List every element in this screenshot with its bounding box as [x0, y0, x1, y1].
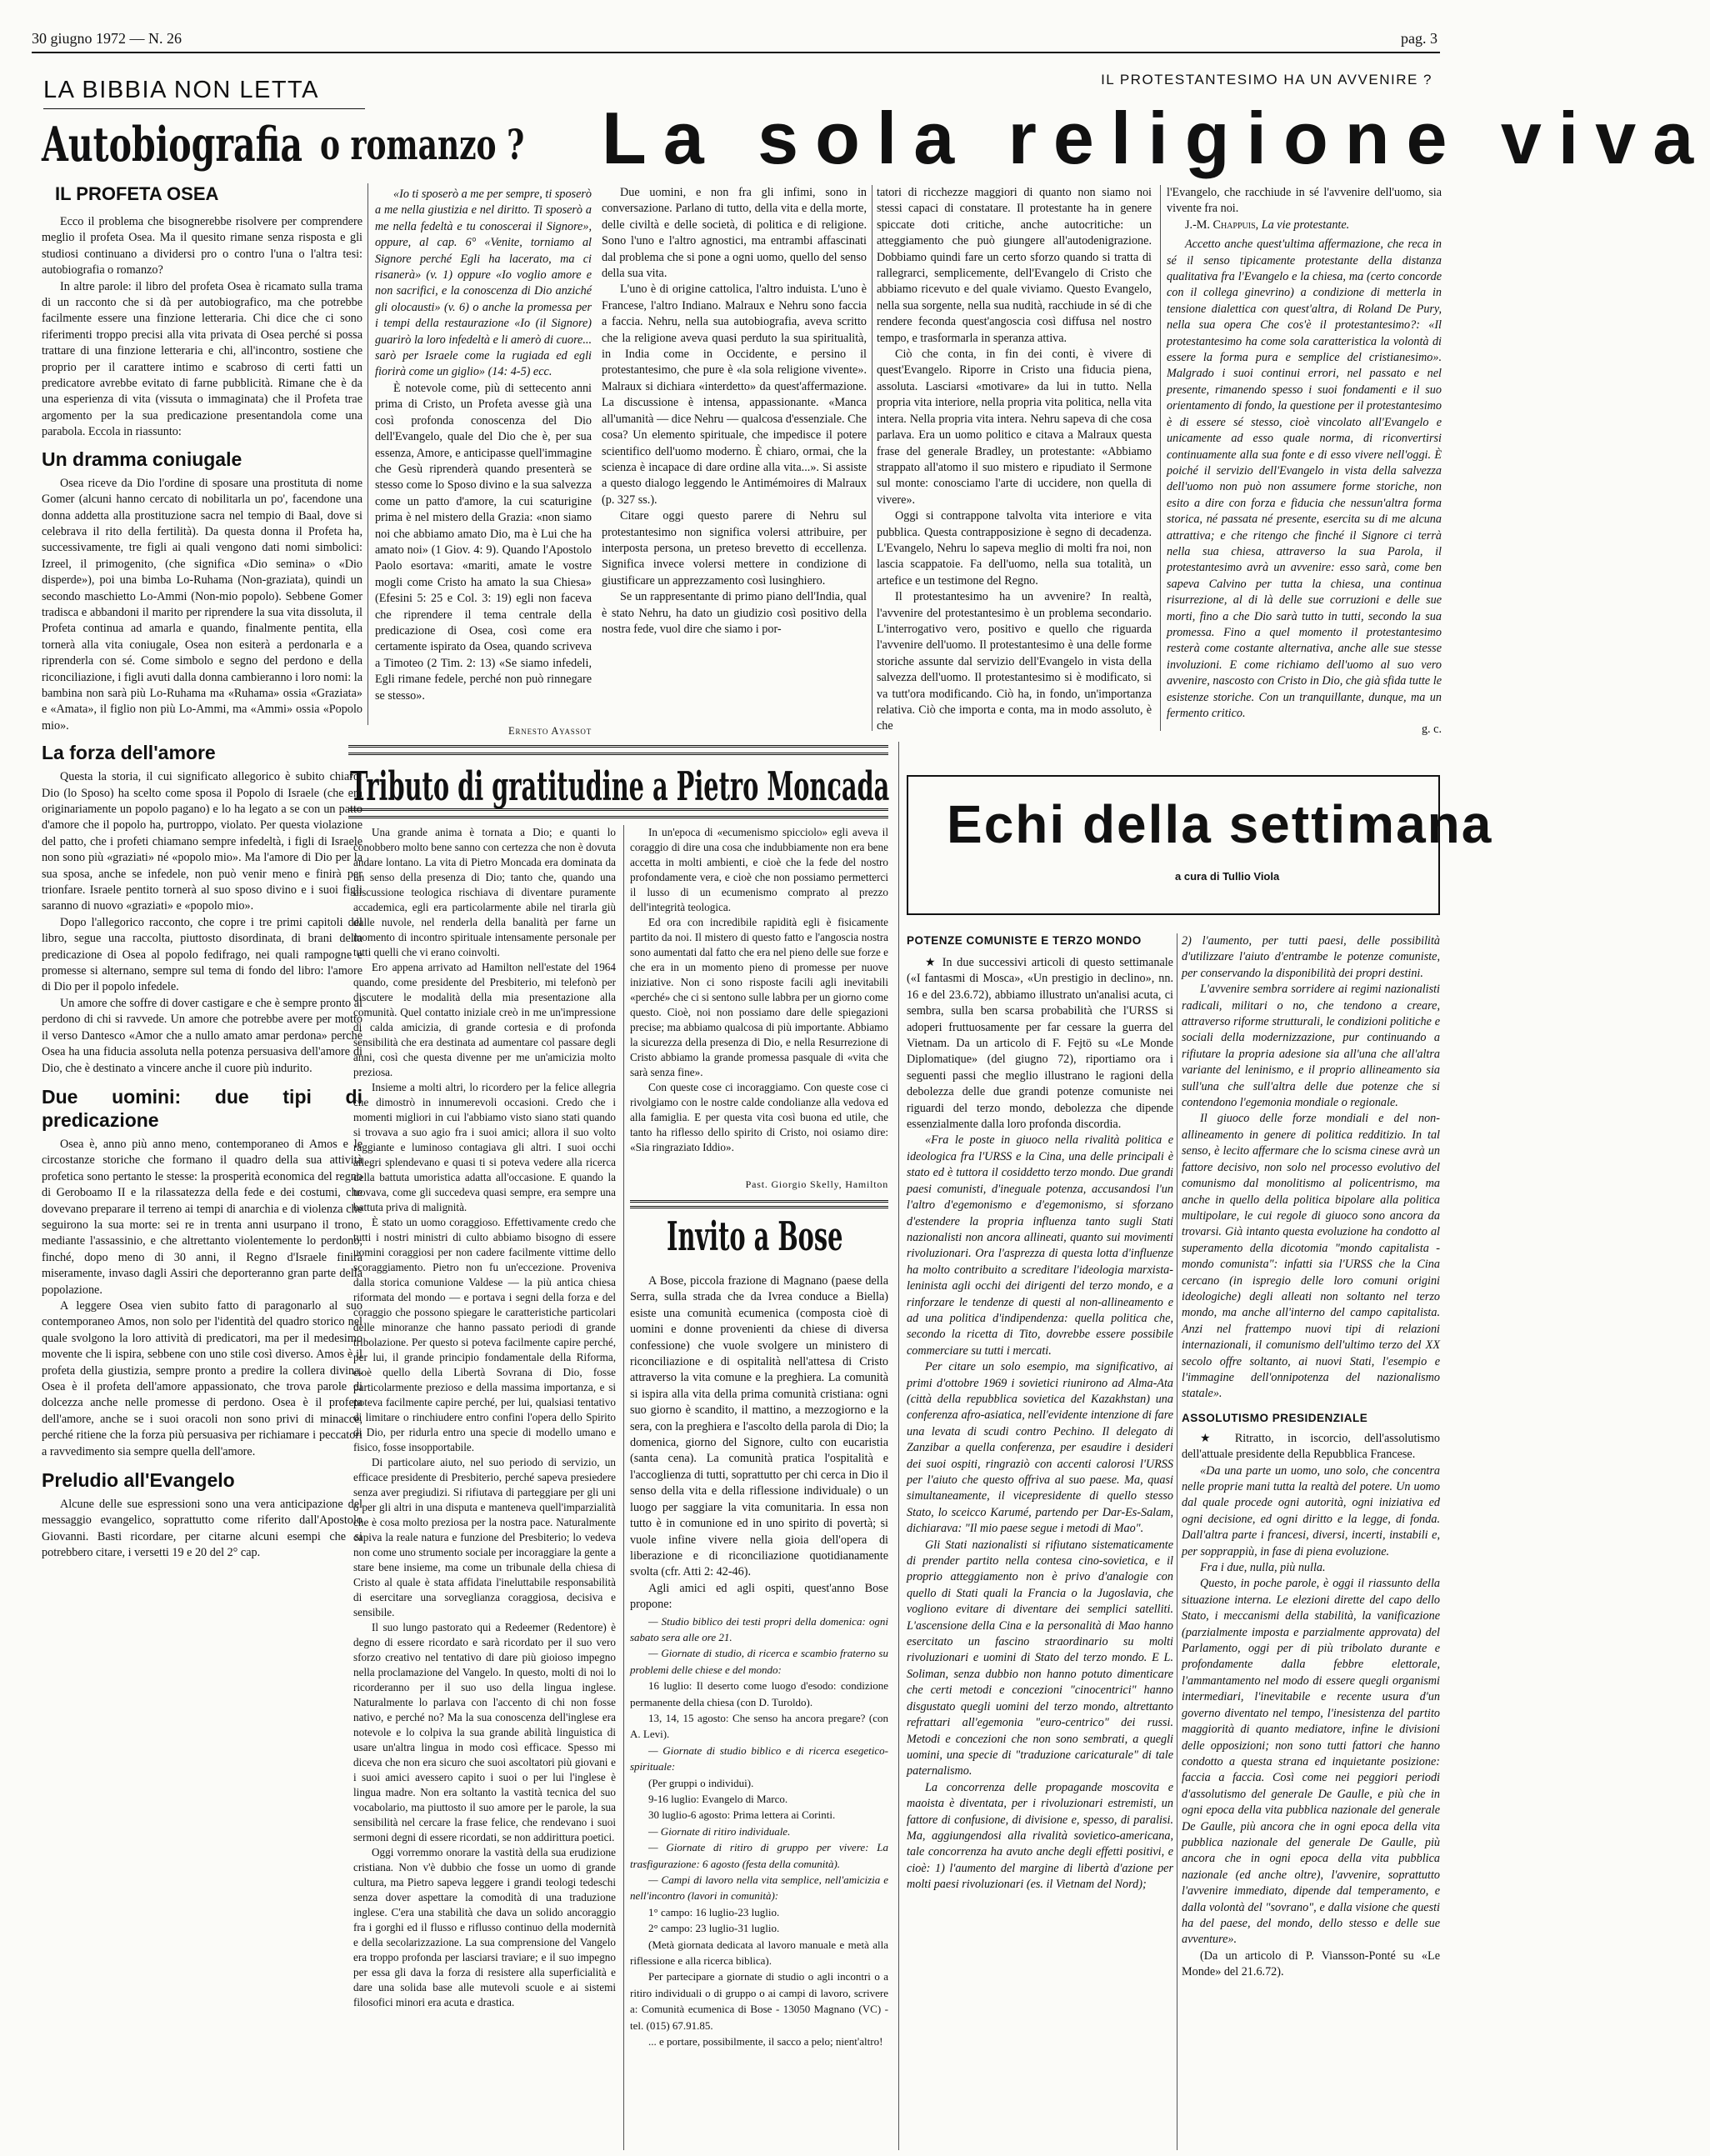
echi-paragraph: L'avvenire sembra sorridere ai regimi nazionalisti radicali, militari o no, che tendono a creare, attraverso riforme strutturali, le condizioni politiche e sociali della modernizzazione, pur continuando a rifiutare la propria adesione sia all'una che all'altra variante del leninismo, e il proprio allineamento sia sull'una che sull'altra delle due potenze che si contendono l'egemonia mondiale o regionale. — [1182, 983, 1440, 1110]
moncada-column-2 — [630, 825, 888, 1175]
echi-column-2 — [1182, 933, 1440, 2150]
religione-paragraph: Se un rappresentante di primo piano dell'India, qual è stato Nehru, ha dato un giudizio così positivo della nostra fede, vuol dire che siamo i por- — [602, 590, 867, 636]
bose-item: — Studio biblico dei testi propri della domenica: ogni sabato sera alle ore 21. — [630, 1614, 888, 1643]
religione-column-3 — [1167, 185, 1442, 735]
religione-source-name: J.-M. Chappuis, — [1185, 218, 1259, 232]
osea-paragraph: «Io ti sposerò a me per sempre, ti sposerò a me nella giustizia e nel diritto. Ti sposerò a me nella fedeltà e tu conoscerai il Signore», oppure, al cap. 6° «Venite, torniamo al Signore perché Egli ha lacerato, ma ci risanerà» (v. 1) oppure «Io voglio amore e non sacrifici, e la conoscenza di Dio anziché gli olocausti» (v. 6) o anche la promessa per i tempi della restaurazione «Io (il Signore) guarirò la loro infedeltà e li amerò di cuore... sarò per Israele come la rugiada ed egli fiorirà come un giglio» (14: 4-5) ecc. — [375, 188, 592, 379]
moncada-paragraph: È stato un uomo coraggioso. Effettivamente credo che tutti i nostri ministri di culto abbiamo bisogno di essere uomini coraggiosi per non cadere facilmente vittime dello scoraggiamento. Pietro non fu un'eccezione. Proveniva dalla storica comunione Valdese — la più antica chiesa riformata del mondo — e portava i segni della forza e del coraggio che possono spiegare le caratteristiche particolari delle minoranze che hanno passato periodi di grande tribolazione. Per questo si poteva facilmente capire perché, per lui, il grande principio fondamentale della Riforma, cioè quello della Libertà Sovrana di Dio, fosse particolarmente prezioso e della massima importanza, e si poteva facilmente capire perché, per lui, qualsiasi tentativo di limitare o rinchiudere entro confini l'opera dello Spirito di Dio, per ridurla entro una specie di modello umano e fisico, fosse insopportabile. — [353, 1216, 616, 1453]
bose-item: 13, 14, 15 agosto: Che senso ha ancora pregare? (con A. Levi). — [630, 1711, 888, 1741]
moncada-paragraph: Il suo lungo pastorato qui a Redeemer (Redentore) è degno di essere ricordato e sarà ricordato per il suo vero sforzo creativo nel tentativo di dare più gioioso impegno nella proclamazione del Vangelo. In questo, molti di noi lo ricorderanno per il suo uso della lingua inglese. Naturalmente lo parlava con l'accento di chi non fosse nativo, e perché no? Ma la sua conoscenza dell'inglese era notevole e lo colpiva la sua grande abilità linguistica di usare un'altra lingua in modo così efficace. Spesso mi diceva che non era sicuro che suoi ascoltatori più giovani e i suoi amici avessero capito i suoi o per lui l'inglese è lingua madre. Non era soltanto la vastità tecnica del suo vocabolario, ma piuttosto il suo amore per le parole, la sua sensibilità nel cercare la frase felice, che rendevano i suoi sermoni degni di essere ricordati, se non addirittura poetici. — [353, 1621, 616, 1843]
moncada-column-1 — [353, 825, 616, 2150]
osea-paragraph: Osea è, anno più anno meno, contemporaneo di Amos e le circostanze storiche che formano il quadro della sua attività profetica sono pertanto le stesse: la prosperità economica del regno di Geroboamo II e la rilassatezza della fede e dei costumi, che dovevano preparare il terreno ai tempi di anarchia e di violenza che seguirono la sua morte: sei re in trenta anni usurpano il trono, mediante l'assassinio, e che altrettanto violentemente lo perdono, finché, dopo meno di 30 anni, il Regno d'Israele finirà miseramente, invaso dagli Assiri che deporteranno gran parte della popolazione. — [42, 1137, 362, 1297]
moncada-paragraph: Oggi vorremmo onorare la vastità della sua erudizione cristiana. Non v'è dubbio che fosse un uomo di grande cultura, ma Pietro sapeva leggere i grandi teologi tedeschi senza dover aspettare la comodità di una traduzione inglese. C'era una stabilità che dava un solido ancoraggio fra i gorghi ed il flusso e riflusso continuo della modernità e della secolarizzazione. La sua comprensione del Vangelo era troppo profonda per lasciarsi traviare; e il suo impegno per essa gli dava la forza di resistere alla superficialità e dare una solida base alle mutevoli scuole e ai sistemi filosofici minori era acuta e drastica. — [353, 1846, 616, 2008]
page-number: pag. 3 — [1401, 30, 1438, 47]
osea-paragraph: Dopo l'allegorico racconto, che copre i tre primi capitoli del libro, segue una raccolta, piuttosto disordinata, di brani della predicazione di Osea al popolo fedifrago, nei quali rampogne e promesse si alternano, sempre sul tema di fondo del libro: l'amore di Dio per il popolo infedele. — [42, 915, 362, 994]
bose-paragraph: ... e portare, possibilmente, il sacco a pelo; nient'altro! — [648, 2035, 883, 2048]
moncada-paragraph: Una grande anima è tornata a Dio; e quanti lo conobbero molto bene sanno con certezza che non è dovuta andare lontano. La vita di Pietro Moncada era dominata da un senso della presenza di Dio; tanto che, quando una discussione teologica rischiava di diventare puramente accademica, egli era particolarmente abile nel tirarla giù dalle nuvole, nel renderla della banalità per farne un momento di incontro spirituale intensamente personale per tutti quelli che vi erano coinvolti. — [353, 826, 616, 958]
religione-title: La sola religione viva — [602, 97, 1710, 179]
bose-title: Invito a Bose — [667, 1213, 843, 1260]
bose-body — [630, 1273, 888, 2152]
moncada-paragraph: Con queste cose ci incoraggiamo. Con queste cose ci rivolgiamo con le nostre calde condolianze alla vedova ed alla famiglia. E per questa vita così buona ed utile, che tanto ha riflesso dello spirito di Cristo, noi osiamo dire: «Sia ringraziato Iddio». — [630, 1081, 888, 1153]
bose-item: 2° campo: 23 luglio-31 luglio. — [648, 1922, 780, 1935]
echi-paragraph: Fra i due, nulla, più nulla. — [1200, 1561, 1326, 1575]
column-divider — [898, 742, 899, 2150]
echi-section-title: POTENZE COMUNISTE E TERZO MONDO — [907, 934, 1142, 947]
religione-paragraph: Il protestantesimo ha un avvenire? In realtà, l'avvenire del protestantesimo è un problema secondario. L'interrogativo vero, positivo e quello che riguarda l'avvenire dell'uomo. Il protestantesimo è una delle forme storiche assunte dal servizio dell'Evangelo in vista della salvezza dell'uomo. Il protestantesimo si è modificato, si va tutt'ora modificando. Ciò ha, in fondo, un'importanza relativa. Ciò che importa e conta, ma in modo assoluto, è che — [877, 590, 1152, 733]
moncada-bottom-rule — [348, 808, 888, 818]
religione-paragraph: Accetto anche quest'ultima affermazione, che reca in sé il senso tipicamente protestante della distanza qualitativa fra l'Evangelo e la chiesa, ma (certo concorde con il collega ginevrino) a condizione di metterla in tensione dialettica con quest'altra, di Roland De Pury, nella sua opera Che cos'è il protestantesimo?: «Il protestantesimo ha come sola caratteristica la volontà di essere la forma pura e semplice del cristianesimo». Malgrado i suoi continui errori, nel passato e nel presente, rimanendo spesso i suoi fondamenti e il suo orientamento di fondo, la questione per il protestantesimo è di essere sé stesso, cioè vincolato all'Evangelo e unicamente ad esso quale norma, di riconvertirsi continuamente alla sua fonte e di esso vivere nell'oggi. È poiché il servizio dell'Evangelo in vista della salvezza dell'uomo non può non assumere forme storiche, non esito a dire con forza e fiducia che nessun'altra forma storica, né passata né presente, esercita su di me alcuna attrattiva; e che ritengo che finché il Signore ci terrà nella sua chiesa, attraverso la sua Parola, il protestantesimo avrà un avvenire: esso sarà, come ben sapeva Calvino per tutta la chiesa, una continua risurrezione, al di là delle sue corruzioni e delle sue morti, fino a che Dio sarà tutto in tutti, secondo la sua promessa. Fino a quel momento il protestantesimo resterà come costante alternativa, anche alle sue stesse involuzioni. E come richiamo dell'uomo al suo vero avvenire, nascosto con Cristo in Dio, che già sfida tutte le esistenze storiche. Con un tranquillante, dunque, ma un fermento critico. — [1167, 238, 1442, 720]
echi-paragraph: Gli Stati nazionalisti si rifiutano sistematicamente di prender partito nella contesa cino-sovietica, e il proprio atteggiamento non è privo d'analogie con quello di Stati quali la Francia o la Jugoslavia, che vogliono evitare di diventare dei semplici satelliti. L'ascensione della Cina e la personalità di Mao hanno esercitato un fascino straordinario su molti rivoluzionari e uomini di Stato del terzo mondo. E L. Soliman, senza dubbio non hanno potuto dimenticare che certi metodi e concezioni "cinocentrici" hanno disgustato quegli uomini del terzo mondo, altrettanto refrattari all'egemonia "euro-centrico" dei russi. Metodi e concezioni che non sono sembrati, a quegli uomini, una specie di "traduzione caricaturale" di tale paternalismo. — [907, 1538, 1173, 1778]
osea-paragraph: A leggere Osea vien subito fatto di paragonarlo al suo contemporaneo Amos, non solo per l'identità del quadro storico nel quale svolgono la loro attività di predicatori, ma per il medesimo movente che li ispira, sebbene con uno stile così diverso. Amos è il profeta della giustizia, sempre pronto a predire la collera divina. Osea è il profeta dell'amore appassionato, che trova parole di dolcezza anche nelle promesse di perdono. Osea è il profeta dell'amore, anche se i suoi oracoli non sono privi di minacce, perché ritiene che la forza più persuasiva per richiamare i peccatori a ravvedimento sia sempre quella dell'amore. — [42, 1298, 362, 1458]
osea-signature: Ernesto Ayassot — [508, 725, 592, 737]
moncada-paragraph: In un'epoca di «ecumenismo spicciolo» egli aveva il coraggio di dire una cosa che indubbiamente non era bene accetta in molti ambienti, e cioè che la fede del nostro profondamente vera, e cioè che non possiamo permetterci il lusso di un ecumenismo comprato al prezzo dell'integrità teologica. — [630, 826, 888, 913]
header-rule — [32, 52, 1440, 53]
column-divider — [1160, 185, 1161, 731]
religione-column-2 — [877, 185, 1152, 735]
religione-paragraph: Citare oggi questo parere di Nehru sul protestantesimo non significa volersi attribuire, per interposta persona, un preteso brevetto di eccellenza. Significa invece volersi mettere in condizione di giustificare un apprezzamento così lusinghiero. — [602, 509, 867, 588]
moncada-paragraph: Ed ora con incredibile rapidità egli è fisicamente partito da noi. Il mistero di questo fatto e l'angoscia nostra sono aumentati dal fatto che era nel pieno delle sue forze e che era in un momento pieno di promesse per nuove iniziative. Non ci sono risposte facili agli inevitabili «perché» che ci si sentono sulle labbra per un giorno come questo. Cioè, noi non possiamo dare delle spiegazioni precise; ma abbiamo qualcosa di più importante. Abbiamo la sicurezza della presenza di Dio, e nella Resurrezione di Cristo abbiamo la grande promessa pasquale di «vita che sarà senza fine». — [630, 916, 888, 1078]
osea-paragraph: Alcune delle sue espressioni sono una vera anticipazione del messaggio evangelico, soprattutto come riferito dall'Apostolo Giovanni. Basti ricordare, per citarne alcuni esempi che si potrebbero citare, i versetti 19 e 20 del 2° cap. — [42, 1498, 362, 1560]
osea-heading-preludio: Preludio all'Evangelo — [42, 1469, 235, 1492]
bose-item: — Giornate di studio biblico e di ricerca esegetico-spirituale: — [630, 1743, 888, 1773]
echi-paragraph: Questo, in poche parole, è oggi il riassunto della situazione interna. Le elezioni dirette del capo dello Stato, i meccanismi della stabilità, la vanificazione (parzialmente imposta e parzialmente approvata) del Parlamento, oggi per di più tribolato durante e profondamente dalla febbre elettorale, l'ammantamento nel modo di essere quegli organismi intermediari, l'inevitabile e recente usura d'un governo diventato nel tempo, l'inesistenza del partito maggiorità di quanto mediatore, infine le divisioni delle opposizioni; non sono tutti fattori che hanno condotto a questa strana ed inquietante posizione: faccia a faccia. Così come nei peggiori periodi d'assolutismo del generale De Gaulle, e più che in ogni epoca della vita pubblica nazionale del generale De Gaulle, più ancora che in ogni epoca della vita pubblica nazionale del generale De Gaulle, più ancora che in ogni epoca della vita pubblica nazionale (ed anche oltre), l'avvenire, soprattutto l'avvenire immediato, dipende dal temperamento, e dalla volontà del "sovrano", e dalla visione che questi ha del paese, del mondo, dello stesso e delle sue avventure». — [1182, 1577, 1440, 1947]
osea-paragraph: Un amore che soffre di dover castigare e che è sempre pronto al perdono di chi si ravvede. Un amore che potrebbe avere per motto il verso Dantesco «Amor che a nullo amato amar perdona» perché Osea ha una fiducia assoluta nella potenza persuasiva dell'amore di Dio, che è destinato a vincere anche il cuore più indurito. — [42, 996, 362, 1075]
religione-source-title: La vie protestante. — [1261, 218, 1350, 232]
religione-column-1 — [602, 185, 867, 727]
right-kicker: IL PROTESTANTESIMO HA UN AVVENIRE ? — [1101, 72, 1432, 88]
osea-paragraph: Ecco il problema che bisognerebbe risolvere per comprendere meglio il profeta Osea. Ma il quesito rimane senza risposta e gli studiosi continuano a dividersi pro o contro l'una o l'altra tesi: autobiografia o romanzo? — [42, 215, 362, 278]
osea-subtitle: IL PROFETA OSEA — [55, 183, 219, 204]
religione-paragraph: L'uno è di origine cattolica, l'altro induista. L'uno è Francese, l'altro Indiano. Malraux e Nehru sono faccia a faccia. Nehru, nella sua autobiografia, aveva scritto che la religione aveva quasi perduto la sua spiritualità, in India come in Occidente, e persino il protestantesimo, che pure è «la sola religione vivente». Malraux si dichiara «interdetto» da quest'affermazione. La discussione è intensa, appassionante. «Manca all'umanità — dice Nehru — qualcosa d'essenziale. Che cosa? Un elemento spirituale, che impedisce il potere scientifico dell'uomo moderno. È chiaro, ormai, che la scienza è incapace di dare ordine alla vita...». Si assiste a questo dialogo leggendo le Antimémoires di Malraux (p. 327 ss.). — [602, 283, 867, 507]
echi-paragraph: La concorrenza delle propagande moscovita e maoista è diventata, per i rivoluzionari estremisti, un fattore di confusione, di divisione e, spesso, di paralisi. Ma, aggiungendosi alla rivalità sovietico-americana, tale concorrenza ha avuto anche degli effetti positivi, e cioè: 1) l'aumento del margine di libertà d'azione per molti paesi rivoluzionari (es. il Vietnam del Nord); — [907, 1780, 1173, 1892]
star-icon: ★ — [925, 956, 942, 969]
bose-item: — Giornate di ritiro di gruppo per vivere: La trasfigurazione: 6 agosto (festa della comunità). — [630, 1841, 888, 1870]
column-divider — [1177, 933, 1178, 2150]
osea-heading-due-uomini: Due uomini: due tipi di predicazione — [42, 1085, 362, 1131]
kicker-underline — [43, 108, 365, 109]
echi-section-title: ASSOLUTISMO PRESIDENZIALE — [1182, 1411, 1368, 1424]
osea-paragraph: Osea riceve da Dio l'ordine di sposare una prostituta di nome Gomer (alcuni hanno cercato di nobilitarla un po', facendone una donna addetta alla prostituzione sacra nel tempio di Baal, dove si celebrava il rito della fertilità). Da questa donna il Profeta ha, successivamente, tre figli ai quali vengono dati nomi simbolici: Izreel, il primogenito, (che significa «Dio semina» o «Dio disperde»), poi una bimba Lo-Ruhama (Non-graziata), quindi un secondo maschietto Lo-Ammi (Non-mio popolo). Sebbene Gomer tradisca e abbandoni il marito per riprendere la sua vita dissoluta, il Profeta continua ad amarla e quando, finalmente pentita, ella tornerà alla vita coniugale, Osea non esiterà a perdonarla e a riprenderla con sé. Come simbolo e segno del perdono e della riconciliazione, i figli avuti dalla donna cambieranno i loro nomi: la bambina non sarà più Lo-Ruhama ma «Ruhama» ossia «Graziata» e «Amata», il figlio non più Lo-Ammi, ma «Ammi» ossia «Popolo mio». — [42, 476, 362, 733]
bose-item: (Metà giornata dedicata al lavoro manuale e metà alla riflessione e alla ricerca biblica). — [630, 1938, 888, 1968]
echi-paragraph: 2) l'aumento, per tutti paesi, delle possibilità d'utilizzare l'aiuto d'entrambe le potenze comuniste, per conservando la disponibilità dei propri destini. — [1182, 934, 1440, 980]
bose-top-rule — [630, 1200, 888, 1208]
echi-paragraph: (Da un articolo di P. Viansson-Ponté su «Le Monde» del 21.6.72). — [1182, 1948, 1440, 1979]
moncada-paragraph: Insieme a molti altri, lo ricordero per la felice allegria che dimostrò in innumerevoli occasioni. Credo che i momenti migliori in cui l'abbiamo visto siano stati quando si trovava a suo agio fra i suoi amici; allora il suo volto raggiante e luminoso contagiava gli altri. I suoi occhi allegri splendevano e quasi ti si poteva vedere alla ricerca della battuta umoristica adatta all'occasione. E quando la trovava, come gli succedeva quasi sempre, era sempre una battuta priva di malignità. — [353, 1081, 616, 1213]
bose-paragraph: A Bose, piccola frazione di Magnano (paese della Serra, sulla strada che da Ivrea conduce a Biella) esiste una comunità ecumenica (composta cioè di uomini e donne provenienti da chiese di diversa confessione) che vuole svolgere un ministero di riconciliazione e di ospitalità nell'attesa di Cristo attraverso la vita comune e la preghiera. La comunità si ispira alla vita della prima comunità cristiana: ogni suo giorno è scandito, il mattino, a mezzogiorno e la sera, con la preghiera e l'ascolto della parola di Dio; la domenica, giorno del Signore, culto con eucaristia (santa cena). La comunità pratica l'ospitalità e l'accoglienza di tutti, soprattutto per chi cerca in Dio il senso della vita e della riflessione individuale) o un luogo per saggiare la vita comunitaria. In essa non tutto è in comunione ed in uno spirito di povertà; si vuole infine vivere nella gioia dell'opera di liberazione e di riconciliazione quotidianamente svolta (cfr. Atti 2: 42-46). — [630, 1274, 888, 1579]
religione-paragraph: l'Evangelo, che racchiude in sé l'avvenire dell'uomo, sia vivente fra noi. — [1167, 186, 1442, 216]
bose-item: 30 luglio-6 agosto: Prima lettera ai Corinti. — [648, 1808, 836, 1822]
bose-paragraph: Per partecipare a giornate di studio o agli incontri o a ritiro individuali o di gruppo o ai campi di lavoro, scrivere a: Comunità ecumenica di Bose - 13050 Magnano (VC) - tel. (015) 67.91.85. — [630, 1970, 888, 2032]
column-divider — [623, 825, 624, 2150]
moncada-signature: Past. Giorgio Skelly, Hamilton — [745, 1178, 888, 1190]
echi-paragraph: Il giuoco delle forze mondiali e del non-allineamento in genere di politica redditizio. In tal senso, è lecito affermare che lo scisma cinese avrà un fattore decisivo, non solo nel processo evolutivo del comunismo dal monolitismo al policentrismo, ma anche in quello della politica bipolare alla politica multipolare, le cui regole di giuoco sono ancora da trovarsi. Già intanto questa evoluzione ha condotto al superamento della dicotomia "mondo capitalista - mondo comunista": infatti sia l'URSS che la Cina cercano (in ispregio delle loro comuni origini ideologiche) degli alleati non soltanto nel terzo mondo, ma anche all'interno del campo capitalista. Anzi nel frattempo nuovi tipi di relazioni internazionali, il comunismo dell'ultimo terzo del XX secolo offre soltanto, ai nuovi Stati, l'esempio e l'immagine dell'onnipotenza del nazionalismo statale». — [1182, 1112, 1440, 1401]
bose-item: — Campi di lavoro nella vita semplice, nell'amicizia e nell'incontro (lavori in comunità): — [630, 1873, 888, 1903]
echi-title: Echi della settimana — [947, 794, 1493, 854]
bose-item: 1° campo: 16 luglio-23 luglio. — [648, 1905, 780, 1918]
echi-paragraph: Ritratto, in iscorcio, dell'assolutismo dell'attuale presidente della Repubblica Francese. — [1182, 1431, 1440, 1462]
bose-item: — Giornate di studio, di ricerca e scambio fraterno su problemi delle chiese e del mondo: — [630, 1647, 888, 1676]
left-kicker: LA BIBBIA NON LETTA — [43, 77, 319, 103]
moncada-top-rule — [348, 745, 888, 755]
religione-paragraph: tatori di ricchezze maggiori di quanto non siamo noi stessi capaci di constatare. Il protestante ha in genere spiccate doti critiche, anche autocritiche: un atteggiamento che può giungere all'autodenigrazione. Dobbiamo quindi fare un certo sforzo quando si tratta di rallegrarci, semplicemente, dell'Evangelo di Cristo che abbiamo ricevuto e del quale viviamo. Questo Evangelo, nella sua sorgente, nella sua nudità, racchiude in sé di che rendere feconda quest'angoscia così diffusa nel nostro tempo, e trasformarla in speranza attiva. — [877, 186, 1152, 345]
echi-paragraph: «Da una parte un uomo, uno solo, che concentra nelle proprie mani tutta la realtà del potere. Un uomo dal quale procede ogni autorità, ogni iniziativa ed ogni decisione, ed ogni diritto e la legge, di fonda. Dall'altra parte i francesi, diversi, incerti, instabili e, per sopprappiù, in fase di piena evoluzione. — [1182, 1463, 1440, 1558]
moncada-paragraph: Ero appena arrivato ad Hamilton nell'estate del 1964 quando, come presidente del Presbiterio, mi telefonò per discutere le modalità della mia presentazione alla comunità. Quel contatto iniziale creò in me un'impressione di calda amicizia, di grande cortesia e di profonda sensibilità che era destinata ad aumentare col passare degli anni, così che questa divenne per me un'amicizia molto preziosa. — [353, 961, 616, 1078]
echi-byline: a cura di Tullio Viola — [1175, 870, 1280, 883]
osea-title-part1: Autobiografia — [42, 117, 303, 173]
bose-item: — Giornate di ritiro individuale. — [648, 1824, 791, 1838]
osea-column-2 — [375, 187, 592, 738]
star-icon: ★ — [1200, 1431, 1235, 1445]
religione-paragraph: Oggi si contrappone talvolta vita interiore e vita pubblica. Questa contrapposizione è segno di decadenza. L'Evangelo, Nehru lo sapeva meglio di molti fra noi, non lascia scappatoie. Fa dell'uomo, nella sua totalità, un artefice e un testimone del Regno. — [877, 509, 1152, 588]
echi-paragraph: «Fra le poste in giuoco nella rivalità politica e ideologica fra l'URSS e la Cina, una delle principali è stato ed è tuttora il cosiddetto terzo mondo. Due grandi paesi comunisti, d'ineguale potenza, accusandosi l'un l'altro d'egemonismo e d'egemonismo, si sforzano d'estendere la propria influenza tanto sugli Stati nazionalisti non ancora allineati, quanto sui movimenti rivoluzionari. Ora l'asprezza di questa lotta d'influenze ha molto contribuito a screditare l'ideologia marxista-leninista agli occhi dei dirigenti del terzo mondo, e a rinforzare le tendenze di questi al non-allineamento e ad una politica d'indipendenza: quella politica che, secondo la ricetta di Tito, dovrebbe essere possibile commerciare su tutti i mercati. — [907, 1133, 1173, 1358]
osea-paragraph: È notevole come, più di settecento anni prima di Cristo, un Profeta avesse già una così profonda conoscenza del Dio dell'Evangelo, quale del Dio che è, per sua essenza, Amore, e anticipasse quell'immagine che Gesù riprenderà quando presenterà se stesso come lo Sposo divino e la sua salvezza come un patto d'amore, la cui scaturigine prima è nel mistero della Grazia: «non siamo noi che abbiamo amato Dio, ma è Lui che ha amato noi» (1 Giov. 4: 9). Quando l'Apostolo Paolo esortava: «mariti, amate le vostre mogli come Cristo ha amato la sua Chiesa» (Efesini 5: 25 e Col. 3: 19) egli non faceva che riprendere il tema centrale della predicazione di Osea, così come era certamente ispirato da Osea, quando scriveva a Timoteo (2 Tim. 2: 13) «Se siamo infedeli, Egli rimane fedele, perché non può rinnegare se stesso». — [375, 381, 592, 703]
osea-paragraph: In altre parole: il libro del profeta Osea è ricamato sulla trama di un racconto che si dà per autobiografico, ma che potrebbe facilmente essere una finzione letteraria. Chi dice che ci sono riferimenti troppo precisi alla vita privata di Osea perché si possa trattare di una finzione letteraria e chi, all'incontro, sostiene che proprio per il carattere intimo e scabroso di certi fatti un predicatore avrebbe evitato di farne pubblicità. Rimane che è da una esperienza di vita (vissuta o immaginata) che il Profeta trae argomento per la sua predicazione presentandola come una parabola. Eccola in riassunto: — [42, 279, 362, 439]
religione-paragraph: Ciò che conta, in fin dei conti, è vivere di quest'Evangelo. Riporre in Cristo una fiducia piena, assoluta. Lasciarsi «motivare» da lui in tutto. Nella propria vita interiore, nella propria vita politica, nella vita intera. Nella propria vita intera. Nehru sapeva di che cosa parlava. Era un uomo politico e citava a Malraux questa frase del generale Bradley, un protestante: «Abbiamo strappato all'atomo il suo mistero e ripudiato il Sermone sul monte: conosciamo l'arte di uccidere, non quella di vivere». — [877, 348, 1152, 507]
osea-column-1 — [42, 179, 362, 2152]
bose-item: (Per gruppi o individui). — [648, 1776, 754, 1789]
bose-item: 16 luglio: Il deserto come luogo d'esodo: condizione permanente della chiesa (con D. Turoldo). — [630, 1679, 888, 1708]
religione-signature: g. c. — [1421, 723, 1442, 737]
moncada-paragraph: Di particolare aiuto, nel suo periodo di servizio, un efficace presidente di Presbiterio, perché sapeva presiedere senza aver pregiudizi. Si rifiutava di parteggiare per gli uni o per gli altri in una disputa e manteneva quell'imparzialità che è cosa molto preziosa per la nostra pace. Naturalmente capiva la reale natura e funzione del Presbiterio; lo vedeva non come uno strumento sociale per incoraggiare la gente a stare bene insieme, ma come un tribunale della chiesa di Cristo al quale è stata affidata l'ineluttabile responsabilità di esercitare una sorveglianza coraggiosa, decisiva e sensibile. — [353, 1456, 616, 1618]
echi-paragraph: In due successivi articoli di questo settimanale («I fantasmi di Mosca», «Un prestigio in declino», nn. 16 e del 23.6.72), abbiamo illustrato un'analisi acuta, ci sembra, sulla ben scarsa probabilità che l'URSS si adoperi fruttuosamente per far cessare la guerra del Vietnam. Da un articolo di F. Fejtö su «Le Monde Diplomatique» (del giugno 72), riportiamo ora i seguenti passi che meglio illustrano le ragioni della debolezza delle due grandi potenze comuniste nei riguardi del terzo mondo, debolezza che dipende essenzialmente dalla loro profonda discordia. — [907, 956, 1173, 1132]
osea-heading-dramma: Un dramma coniugale — [42, 448, 242, 470]
echi-paragraph: Per citare un solo esempio, ma significativo, ai primi d'ottobre 1969 i sovietici riunirono ad Alma-Ata (città della repubblica sovietica del Kazakhstan) una conferenza afro-asiatica, nell'evidente intenzione di fare una levata di scudi contro Pechino. Il delegato di Zanzibar a quella conferenza, per esaudire i desideri dei suoi ospiti, ringraziò con accenti calorosi l'URSS per l'aiuto che questo offriva al suo paese. Ma, quasi simultaneamente, il vicepresidente di quello stesso Stato, lo sceicco Karumé, partendo per Dar-Es-Salam, dichiarava: "Il mio paese segue i metodi di Mao". — [907, 1360, 1173, 1536]
echi-title-box — [907, 775, 1493, 915]
bose-item: 9-16 luglio: Evangelo di Marco. — [648, 1793, 788, 1805]
religione-paragraph: Due uomini, e non fra gli infimi, sono in conversazione. Parlano di tutto, della vita e della morte, delle civiltà e delle società, di politica e di religione. Sono l'uno e l'altro agnostici, ma entrambi affascinati dal problema che si pone a ogni uomo, quello del senso della sua vita. — [602, 186, 867, 281]
moncada-title: Tributo di gratitudine a Pietro Moncada — [350, 763, 890, 810]
osea-title-part2: o romanzo ? — [320, 120, 525, 169]
osea-heading-forza: La forza dell'amore — [42, 742, 216, 764]
echi-column-1 — [907, 933, 1173, 2150]
osea-paragraph: Questa la storia, il cui significato allegorico è subito chiaro: Dio (lo Sposo) ha scelto come sposa il Popolo di Israele (che era originariamente un popolo pagano) e lo ha legato a se con un patto d'amore che il popolo ha, purtroppo, violato. Per questa violazione del patto, che i profeti chiamano sempre infedeltà, i figli di Israele non sono più «graziati» né «popolo mio». Ma l'amore di Dio per la sua sposa, anche se infedele, non può venir meno e finirà per trionfare. Israele pentito tornerà al suo sposo divino e i suoi figli saranno di nuovo «graziati» e «popolo mio». — [42, 770, 362, 913]
issue-date: 30 giugno 1972 — N. 26 — [32, 30, 182, 47]
bose-paragraph: Agli amici ed agli ospiti, quest'anno Bose propone: — [630, 1581, 888, 1612]
